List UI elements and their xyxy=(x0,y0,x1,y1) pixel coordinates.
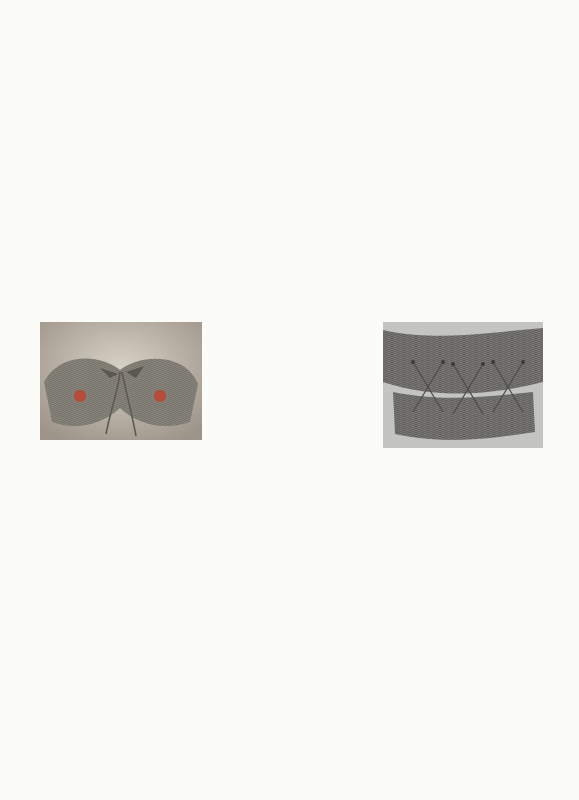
project16-column1 xyxy=(40,520,200,523)
scheme2-chart xyxy=(75,30,185,280)
scheme1-chart xyxy=(200,38,570,308)
project16-column2 xyxy=(211,322,371,325)
photo-collar xyxy=(40,322,202,440)
photo-corset xyxy=(383,322,543,448)
project17-column xyxy=(383,529,547,532)
